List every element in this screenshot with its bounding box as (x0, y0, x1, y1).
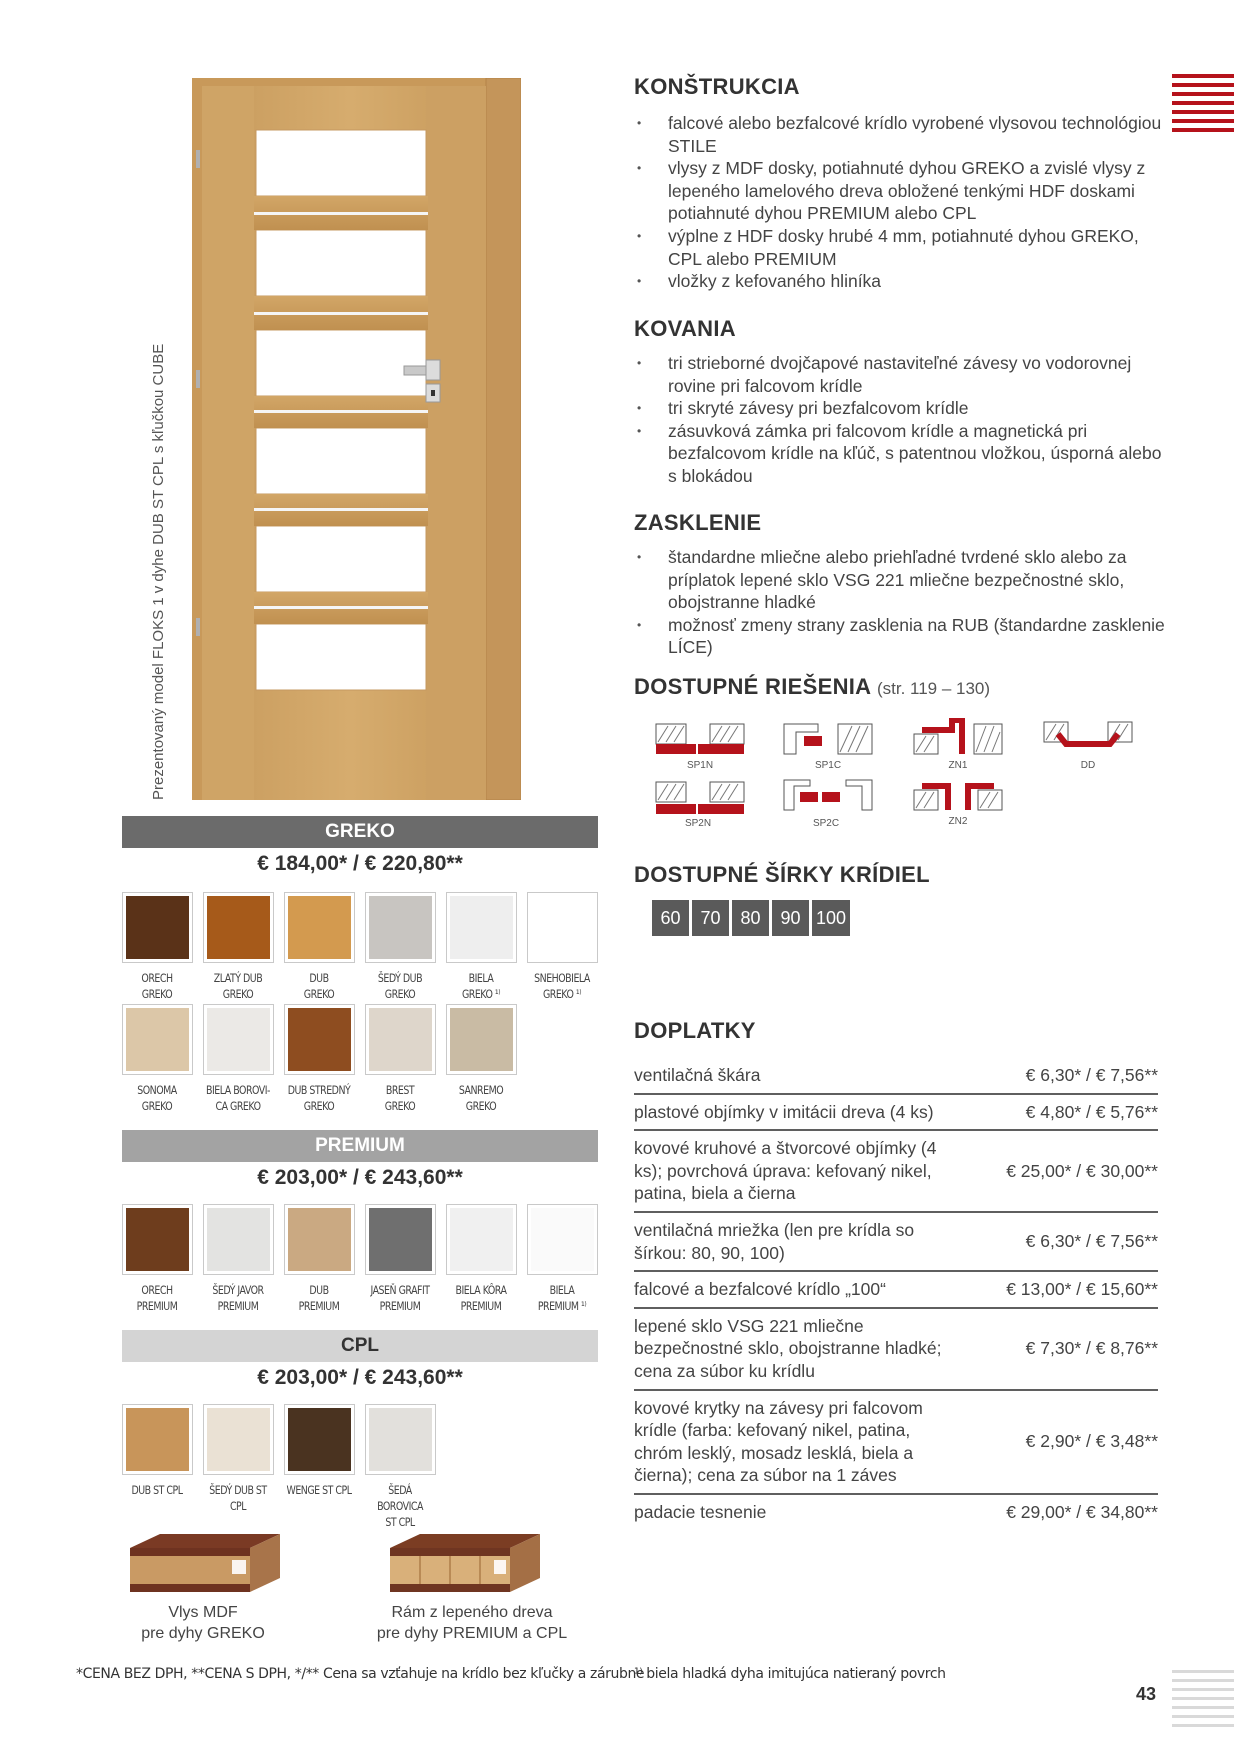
list-item: • zásuvková zámka pri falcovom krídle a magnetická pri bezfalcovom krídle na kľúč, s patentnou vložkou, úsporná alebo s blokádou (634, 420, 1174, 488)
color-swatch (365, 1404, 436, 1475)
list-item: • výplne z HDF dosky hrubé 4 mm, potiahnuté dyhou GREKO, CPL alebo PREMIUM (634, 225, 1174, 270)
swatch-label-line: CA GREKO (215, 1099, 261, 1113)
swatch-label-line: PREMIUM (217, 1299, 259, 1313)
color-swatch (284, 1204, 355, 1275)
doplatky-table (634, 1058, 1158, 1530)
swatch-label-line: GREKO (222, 987, 254, 1001)
swatch-label-line: DUB STREDNÝ (287, 1083, 351, 1097)
color-swatch (284, 1404, 355, 1475)
color-swatch (122, 1004, 193, 1075)
list-item: • možnosť zmeny strany zasklenia na RUB (štandardne zasklenie LÍCE) (634, 614, 1174, 659)
swatch-label (204, 1082, 273, 1114)
konstrukcia-list (634, 112, 1174, 293)
grey-stripes-decoration (1172, 1670, 1234, 1733)
swatch-label (285, 1282, 354, 1314)
glued-wood-profile-image (380, 1530, 550, 1600)
swatch-label-line: GREKO ¹⁾ (542, 987, 582, 1001)
sp2n-diagram (654, 780, 746, 816)
row-desc: kovové krytky na závesy pri falcovom krídle (farba: kefovaný nikel, patina, chróm lesklý, mosadz lesklá, biela a čierna); cena za súbor na 1 záves (634, 1397, 923, 1486)
swatch-label (123, 1082, 192, 1114)
swatch-label (285, 1482, 354, 1498)
door-caption: Prezentovaný model FLOKS 1 v dyhe DUB ST CPL s kľučkou CUBE (150, 343, 167, 800)
swatch-label (204, 1282, 273, 1314)
swatch-label-line: DUB (309, 971, 329, 985)
swatch-label-line: PREMIUM (136, 1299, 178, 1313)
doplatky-heading: DOPLATKY (634, 1018, 756, 1043)
color-swatch (122, 892, 193, 963)
swatch-label-line: ORECH (141, 1283, 173, 1297)
row-price: € 29,00* / € 34,80** (1006, 1501, 1158, 1522)
sp2c-diagram (782, 778, 874, 814)
row-desc: ventilačná mriežka (len pre krídla so šírkou: 80, 90, 100) (634, 1219, 915, 1263)
width-box: 90 (772, 900, 809, 936)
zasklenie-heading: ZASKLENIE (634, 510, 762, 535)
table-row (634, 1309, 1158, 1391)
swatch-label-line: SONOMA (137, 1083, 177, 1097)
kovania-heading: KOVANIA (634, 316, 736, 341)
swatch-fill (288, 1008, 351, 1071)
swatch-fill (288, 896, 351, 959)
zn1-label: ZN1 (948, 760, 968, 771)
swatch-label (447, 1082, 516, 1114)
row-price: € 2,90* / € 3,48** (1025, 1431, 1158, 1452)
swatch-label-line: GREKO (303, 987, 335, 1001)
swatch-label-line: JASEŇ GRAFIT (370, 1283, 430, 1297)
greko-band: GREKO (122, 816, 598, 848)
list-item: • štandardne mliečne alebo priehľadné tvrdené sklo alebo za príplatok lepené sklo VSG 221 mliečne bezpečnostné sklo, obojstranne hladké (634, 546, 1174, 614)
swatch-label-line: PREMIUM (460, 1299, 502, 1313)
color-swatch (122, 1204, 193, 1275)
zn2-diagram (912, 774, 1004, 814)
sp1n-label: SP1N (686, 760, 714, 771)
swatch-label-line: GREKO ¹⁾ (461, 987, 501, 1001)
zasklenie-list (634, 546, 1174, 659)
profile-caption-line: Rám z lepeného dreva (391, 1604, 553, 1621)
swatch-label-line: GREKO (141, 1099, 173, 1113)
swatch-fill (369, 1208, 432, 1271)
color-swatch (122, 1404, 193, 1475)
profile-caption-wood (372, 1602, 572, 1644)
swatch-label-line: ŠEDÝ DUB (377, 971, 423, 985)
swatch-fill (450, 1208, 513, 1271)
premium-price: € 203,00* / € 243,60** (257, 1166, 463, 1189)
color-swatch (203, 1004, 274, 1075)
swatch-label (447, 1282, 516, 1314)
width-options (652, 900, 850, 936)
width-box: 70 (692, 900, 729, 936)
page-number: 43 (1136, 1684, 1157, 1704)
color-swatch (365, 892, 436, 963)
riesenia-pages: (str. 119 – 130) (876, 679, 991, 698)
sp2n-label: SP2N (684, 818, 712, 829)
footnote-prices: *CENA BEZ DPH, **CENA S DPH, */** Cena sa vzťahuje na krídlo bez kľučky a zárubne (76, 1666, 645, 1682)
swatch-label-line: BIELA BOROVI- (206, 1083, 270, 1097)
color-swatch (203, 1404, 274, 1475)
sirky-heading: DOSTUPNÉ ŠÍRKY KRÍDIEL (634, 862, 930, 887)
row-price: € 7,30* / € 8,76** (1025, 1338, 1158, 1359)
swatch-label-line: ŠEDÁ BOROVICA (377, 1483, 423, 1513)
color-swatch (446, 892, 517, 963)
profile-caption-line: Vlys MDF (168, 1604, 238, 1621)
swatch-label-line: GREKO (465, 1099, 497, 1113)
row-price: € 13,00* / € 15,60** (1006, 1279, 1158, 1300)
swatch-fill (207, 1008, 270, 1071)
swatch-label-line: ŠEDÝ JAVOR (212, 1283, 264, 1297)
swatch-label-line: ŠEDÝ DUB ST CPL (209, 1483, 267, 1513)
swatch-fill (288, 1208, 351, 1271)
row-desc: plastové objímky v imitácii dreva (4 ks) (634, 1101, 934, 1122)
list-item: • falcové alebo bezfalcové krídlo vyrobené vlysovou technológiou STILE (634, 112, 1174, 157)
kovania-list (634, 352, 1174, 488)
color-swatch (365, 1004, 436, 1075)
cpl-price: € 203,00* / € 243,60** (257, 1366, 463, 1389)
row-desc: ventilačná škára (634, 1065, 761, 1085)
red-stripes-decoration (1172, 74, 1234, 137)
dd-label: DD (1080, 760, 1096, 771)
zn2-label: ZN2 (948, 816, 968, 827)
swatch-fill (207, 1208, 270, 1271)
table-row (634, 1391, 1158, 1495)
color-swatch (284, 1004, 355, 1075)
konstrukcia-heading: KONŠTRUKCIA (634, 74, 800, 99)
swatch-label (366, 1482, 435, 1530)
color-swatch (446, 1204, 517, 1275)
swatch-label (366, 1282, 435, 1314)
sp1c-label: SP1C (814, 760, 842, 771)
swatch-label-line: GREKO (384, 1099, 416, 1113)
list-item: • vložky z kefovaného hliníka (634, 270, 1174, 293)
profile-caption-line: pre dyhy PREMIUM a CPL (376, 1625, 568, 1642)
swatch-fill (288, 1408, 351, 1471)
swatch-label (366, 970, 435, 1002)
riesenia-title: DOSTUPNÉ RIEŠENIA (634, 674, 871, 699)
swatch-fill (450, 1008, 513, 1071)
swatch-label-line: SANREMO (458, 1083, 504, 1097)
swatch-fill (531, 896, 594, 959)
swatch-label (204, 1482, 273, 1514)
swatch-label-line: ORECH (141, 971, 173, 985)
table-row (634, 1495, 1158, 1530)
swatch-label-line: DUB ST CPL (131, 1483, 183, 1497)
row-desc: falcové a bezfalcové krídlo „100“ (634, 1279, 886, 1300)
swatch-label-line: GREKO (141, 987, 173, 1001)
swatch-label-line: SNEHOBIELA (534, 971, 590, 985)
list-item: • tri skryté závesy pri bezfalcovom krídle (634, 397, 1174, 420)
mdf-profile-image (120, 1530, 290, 1600)
swatch-fill (369, 896, 432, 959)
row-price: € 6,30* / € 7,56** (1025, 1231, 1158, 1252)
sp1n-diagram (654, 722, 746, 758)
swatch-fill (369, 1008, 432, 1071)
swatch-label (528, 970, 597, 1002)
color-swatch (527, 1204, 598, 1275)
swatch-label-line: BIELA (549, 1283, 575, 1297)
swatch-label-line: ST CPL (385, 1515, 415, 1529)
color-swatch (365, 1204, 436, 1275)
swatch-label-line: DUB (309, 1283, 329, 1297)
swatch-label (123, 1282, 192, 1314)
swatch-fill (450, 896, 513, 959)
swatch-label-line: GREKO (303, 1099, 335, 1113)
swatch-label-line: WENGE ST CPL (286, 1483, 352, 1497)
row-price: € 25,00* / € 30,00** (1006, 1160, 1158, 1181)
width-box: 60 (652, 900, 689, 936)
dd-diagram (1042, 718, 1134, 758)
profile-caption-mdf (108, 1602, 298, 1644)
swatch-label (528, 1282, 597, 1314)
swatch-fill (531, 1208, 594, 1271)
table-row (634, 1058, 1158, 1095)
table-row (634, 1095, 1158, 1132)
swatch-label (447, 970, 516, 1002)
swatch-fill (207, 1408, 270, 1471)
swatch-fill (126, 1208, 189, 1271)
cpl-band: CPL (122, 1330, 598, 1362)
riesenia-heading (634, 674, 990, 700)
swatch-fill (369, 1408, 432, 1471)
greko-price: € 184,00* / € 220,80** (257, 852, 463, 875)
swatch-label (123, 1482, 192, 1498)
list-item: • vlysy z MDF dosky, potiahnuté dyhou GREKO a zvislé vlysy z lepeného lamelového dreva obložené tenkými HDF doskami potiahnuté dyhou PREMIUM alebo CPL (634, 157, 1174, 225)
row-price: € 4,80* / € 5,76** (1025, 1101, 1158, 1122)
table-row (634, 1213, 1158, 1272)
list-item: • tri strieborné dvojčapové nastaviteľné závesy vo vodorovnej rovine pri falcovom krídle (634, 352, 1174, 397)
swatch-label-line: PREMIUM (379, 1299, 421, 1313)
swatch-fill (126, 1008, 189, 1071)
sp1c-diagram (782, 722, 874, 758)
swatch-label (285, 970, 354, 1002)
swatch-fill (126, 1408, 189, 1471)
color-swatch (527, 892, 598, 963)
row-desc: kovové kruhové a štvorcové objímky (4 ks); povrchová úprava: kefovaný nikel, patina, biela a čierna (634, 1138, 937, 1204)
table-row (634, 1272, 1158, 1309)
swatch-label (285, 1082, 354, 1114)
zn1-diagram (912, 718, 1004, 758)
door-image (186, 78, 521, 800)
width-box: 80 (732, 900, 769, 936)
row-price: € 6,30* / € 7,56** (1025, 1065, 1158, 1085)
row-desc: lepené sklo VSG 221 mliečne bezpečnostné sklo, obojstranne hladké; cena za súbor ku krídlu (634, 1315, 942, 1381)
swatch-label (204, 970, 273, 1002)
color-swatch (203, 892, 274, 963)
table-row (634, 1131, 1158, 1213)
swatch-label-line: BIELA (468, 971, 494, 985)
swatch-label-line: PREMIUM (298, 1299, 340, 1313)
swatch-label (123, 970, 192, 1002)
swatch-label-line: ZLATÝ DUB (213, 971, 263, 985)
row-desc: padacie tesnenie (634, 1501, 767, 1522)
swatch-fill (126, 896, 189, 959)
color-swatch (446, 1004, 517, 1075)
swatch-label-line: PREMIUM ¹⁾ (537, 1299, 587, 1313)
swatch-label-line: BREST (385, 1083, 415, 1097)
premium-band: PREMIUM (122, 1130, 598, 1162)
swatch-label (366, 1082, 435, 1114)
profile-caption-line: pre dyhy GREKO (141, 1625, 265, 1642)
color-swatch (284, 892, 355, 963)
footnote-white-veneer: ¹⁾ biela hladká dyha imitujúca natieraný povrch (634, 1666, 946, 1682)
swatch-label-line: GREKO (384, 987, 416, 1001)
width-box: 100 (812, 900, 850, 936)
color-swatch (203, 1204, 274, 1275)
swatch-fill (207, 896, 270, 959)
sp2c-label: SP2C (812, 818, 840, 829)
swatch-label-line: BIELA KÔRA (455, 1283, 507, 1297)
